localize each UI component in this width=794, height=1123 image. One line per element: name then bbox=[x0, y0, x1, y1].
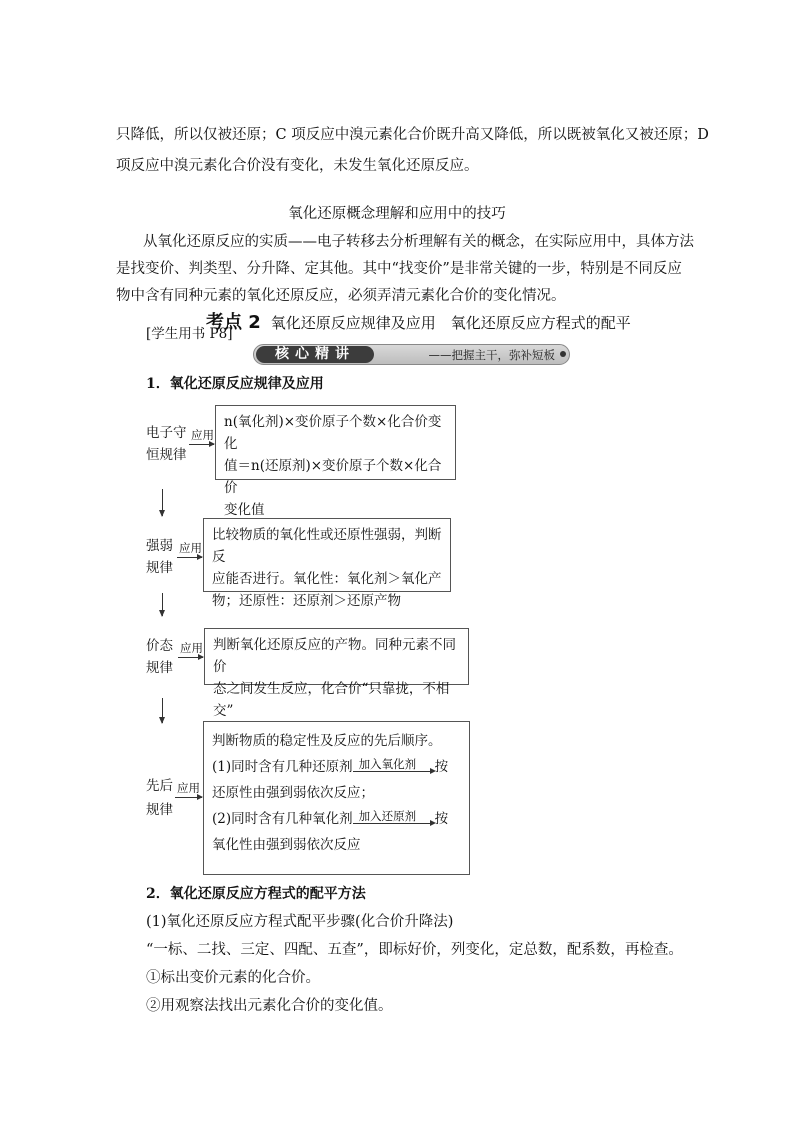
rule4-text-4 bbox=[212, 806, 461, 832]
section-ref: [学生用书 P8] bbox=[146, 326, 233, 342]
intro-line-2: 项反应中溴元素化合价没有变化，未发生氧化还原反应。 bbox=[116, 158, 479, 174]
core-banner bbox=[253, 344, 570, 365]
rule1-text-3: 变化值 bbox=[224, 502, 265, 518]
rule4-text-2b: 按 bbox=[434, 759, 449, 775]
rule3-label-2: 规律 bbox=[146, 660, 173, 676]
intro-line-1: 只降低，所以仅被还原；C 项反应中溴元素化合价既升高又降低，所以既被氧化又被还原；D bbox=[116, 127, 709, 143]
rule2-text-1: 比较物质的氧化性或还原性强弱，判断反 bbox=[212, 527, 442, 565]
rule4-box bbox=[203, 721, 470, 875]
rule4-text-2 bbox=[212, 754, 461, 780]
part2-line-2: ①标出变价元素的化合价。 bbox=[146, 970, 320, 986]
tip-title: 氧化还原概念理解和应用中的技巧 bbox=[288, 206, 506, 222]
rule4-text-4a: (2)同时含有几种氧化剂 bbox=[212, 811, 353, 827]
rule1-text-1: n(氧化剂)×变价原子个数×化合价变化 bbox=[224, 414, 442, 452]
rule3-apply-label: 应用 bbox=[180, 641, 203, 655]
rule1-box bbox=[215, 405, 456, 518]
tip-line-3: 物中含有同种元素的氧化还原反应，必须弄清元素化合价的变化情况。 bbox=[116, 288, 566, 304]
part2-line-1: “一标、二找、三定、四配、五查”，即标好价，列变化，定总数，配系数，再检查。 bbox=[146, 942, 683, 958]
rule4-text-2a: (1)同时含有几种还原剂 bbox=[212, 759, 353, 775]
rule4-arrow bbox=[175, 797, 202, 798]
rule3-text-2: 态之间发生反应，化合价“只靠拢，不相交” bbox=[213, 681, 450, 719]
banner-subtitle: ——把握主干，弥补短板 bbox=[428, 348, 555, 362]
rule3-text-1: 判断氧化还原反应的产物。同种元素不同价 bbox=[213, 637, 456, 675]
add-oxidant-arrow bbox=[353, 756, 435, 775]
banner-dot-icon bbox=[560, 351, 566, 357]
rule3-label-1: 价态 bbox=[146, 638, 173, 654]
down-arrow-2 bbox=[162, 593, 163, 616]
add-reductant-arrow bbox=[353, 808, 435, 827]
rule4-text-1: 判断物质的稳定性及反应的先后顺序。 bbox=[212, 733, 442, 749]
rule1-label-1: 电子守 bbox=[146, 425, 187, 441]
rule3-box bbox=[204, 628, 469, 719]
rule2-text-2: 应能否进行。氧化性：氧化剂＞氧化产 bbox=[212, 571, 442, 587]
tip-line-1: 从氧化还原反应的实质——电子转移去分析理解有关的概念，在实际应用中，具体方法 bbox=[143, 234, 694, 250]
rule2-label-2: 规律 bbox=[146, 560, 173, 576]
part2-sub: (1)氧化还原反应方程式配平步骤(化合价升降法) bbox=[146, 914, 454, 930]
add-reductant-label: 加入还原剂 bbox=[358, 808, 417, 823]
section-heading-text: 氧化还原反应规律及应用 氧化还原反应方程式的配平 bbox=[270, 314, 631, 332]
rule1-text-2: 值＝n(还原剂)×变价原子个数×化合价 bbox=[224, 458, 442, 496]
rule2-label-1: 强弱 bbox=[146, 538, 173, 554]
rule4-label-2: 规律 bbox=[146, 802, 173, 818]
down-arrow-3 bbox=[162, 698, 163, 723]
section-heading bbox=[206, 308, 631, 338]
rule3-arrow bbox=[178, 657, 203, 658]
rule2-text-3: 物；还原性：还原剂＞还原产物 bbox=[212, 593, 401, 609]
rule1-arrow bbox=[189, 444, 214, 445]
part1-heading: 1．氧化还原反应规律及应用 bbox=[146, 376, 324, 392]
rule4-text-5: 氧化性由强到弱依次反应 bbox=[212, 837, 361, 853]
section-heading-number: 考点 2 bbox=[206, 312, 261, 333]
rule2-arrow bbox=[177, 557, 202, 558]
rule4-text-3: 还原性由强到弱依次反应； bbox=[212, 785, 374, 801]
rule2-box bbox=[203, 518, 451, 609]
rule1-label-2: 恒规律 bbox=[146, 447, 187, 463]
add-oxidant-label: 加入氧化剂 bbox=[358, 756, 417, 771]
part2-line-3: ②用观察法找出元素化合价的变化值。 bbox=[146, 998, 393, 1014]
rule1-apply-label: 应用 bbox=[191, 428, 214, 442]
rule2-apply-label: 应用 bbox=[179, 541, 202, 555]
tip-line-2: 是找变价、判类型、分升降、定其他。其中“找变价”是非常关键的一步，特别是不同反应 bbox=[116, 261, 682, 277]
down-arrow-1 bbox=[162, 489, 163, 516]
rule4-apply-label: 应用 bbox=[177, 781, 200, 795]
part2-heading: 2．氧化还原反应方程式的配平方法 bbox=[146, 886, 366, 902]
banner-title: 核心精讲 bbox=[256, 346, 374, 363]
rule4-label-1: 先后 bbox=[146, 778, 173, 794]
rule4-text-4b: 按 bbox=[434, 811, 449, 827]
